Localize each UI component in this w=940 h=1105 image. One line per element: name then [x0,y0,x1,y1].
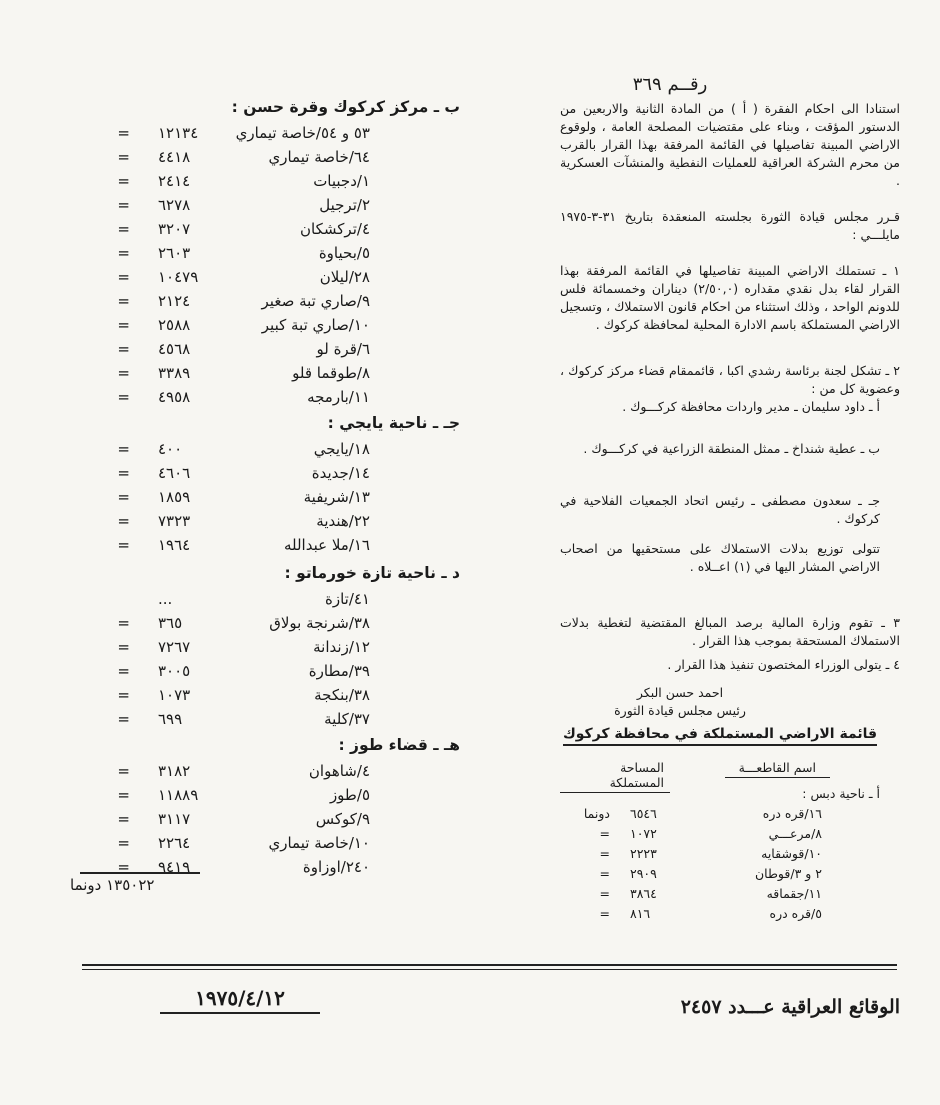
land-row-name: ٩/كوكس [315,810,370,828]
land-row-area: ٢٩٠٩ [630,866,657,881]
land-row-name: ٢٤٠/اوزاوة [302,858,370,876]
land-row [60,488,460,512]
land-row [60,172,460,196]
land-row-name: ٢/ترجيل [319,196,370,214]
land-row [560,886,880,906]
committee-member-b: ب ـ عطية شنداخ ـ ممثل المنطقة الزراعية في كركـــوك . [583,441,880,456]
land-row [60,340,460,364]
land-row-area: ١٠٧٢ [630,826,657,841]
decree-item-1: ١ ـ تستملك الاراضي المبينة تفاصيلها في القائمة المرفقة بهذا القرار لقاء بدل نقدي مقداره (٢/٥٠,٠) ديناران وخمسمائة فلس للدونم الواحد ، وذلك استثناء من احكام قانون الاستملاك ، وتسجيل الاراضي المستملكة باسم الادارة المحلية لمحافظة كركوك . [560,263,900,332]
section-a-header: أ ـ ناحية دبس : [802,786,880,801]
land-row-area: ١٨٥٩ [158,488,191,506]
land-row-name: ٥/قره دره [769,906,822,921]
land-row-unit: = [117,762,130,780]
land-row-area: ٣٢٠٧ [158,220,191,238]
land-row-name: ٣٧/كلية [324,710,370,728]
land-row-name: ١٢/زندانة [313,638,370,656]
land-row-unit: = [117,614,130,632]
section-c-rows [60,440,460,560]
land-row-area: ٣٣٨٩ [158,364,191,382]
land-row-area: ٢٢٢٣ [630,846,657,861]
land-row [560,826,880,846]
section-e-header-text: هـ ـ قضاء طوز : [338,736,460,754]
land-row-name: ٥/بحياوة [318,244,370,262]
land-row-area: ٦٢٧٨ [158,196,191,214]
land-row-name: ٤/شاهوان [308,762,370,780]
land-row-area: ١١٨٨٩ [158,786,199,804]
signature-block [560,684,800,720]
land-row-name: ١٣/شريفية [303,488,370,506]
land-row [560,906,880,926]
land-row-area: ٤٤١٨ [158,148,191,166]
section-e-header [60,736,460,762]
land-row-unit: = [117,810,130,828]
land-row-unit: = [117,786,130,804]
land-row-unit: = [117,488,130,506]
land-row-unit: = [599,826,610,841]
land-row-unit: = [117,512,130,530]
land-row-area: ٦٩٩ [158,710,183,728]
land-row-name: ٦/قرة لو [316,340,370,358]
land-row-name: ٨/طوقما قلو [292,364,370,382]
land-row [560,806,880,826]
land-row-area: ٨١٦ [630,906,651,921]
decree-item-3: ٣ ـ تقوم وزارة المالية برصد المبالغ المقتضية لتغطية بدلات الاستملاك المستحقة بموجب هذا القرار . [560,615,900,648]
land-row-unit: = [117,536,130,554]
land-row-area: ٤٦٠٦ [158,464,191,482]
land-row-name: ٤/تركشكان [300,220,370,238]
land-row-name: ٣٨/بنكجة [314,686,370,704]
land-row [60,662,460,686]
section-e-rows [60,762,460,882]
land-row [60,196,460,220]
section-d-header [60,564,460,590]
decree-item-4: ٤ ـ يتولى الوزراء المختصون تنفيذ هذا القرار . [667,657,900,672]
land-row [60,786,460,810]
land-row-name: ٤١/تازة [324,590,370,608]
footer-rule-thin [82,969,897,970]
signer-title: رئيس مجلس قيادة الثورة [614,703,746,718]
land-row-name: ١١/جقماقه [766,886,822,901]
land-row-name: ١٠/خاصة تيماري [268,834,370,852]
land-row [560,866,880,886]
land-row-name: ٣٩/مطارة [308,662,370,680]
section-e [60,736,460,882]
land-row-unit: = [117,220,130,238]
land-row [60,440,460,464]
land-row-area: ٤٥٦٨ [158,340,191,358]
land-row-unit: = [117,710,130,728]
land-row [60,388,460,412]
section-c-header [60,414,460,440]
land-row-area: ٣١١٧ [158,810,191,828]
land-row [60,316,460,340]
land-row [60,464,460,488]
land-row [60,512,460,536]
land-list-title [560,726,880,742]
land-row-name: ٥/طوز [329,786,370,804]
land-row-name: ٢٢/هندية [316,512,370,530]
land-row-unit: = [117,662,130,680]
land-row [60,810,460,834]
land-row-unit: = [117,148,130,166]
land-row [560,846,880,866]
land-row-unit: = [117,834,130,852]
council-decision-paragraph: قـرر مجلس قيادة الثورة بجلسته المنعقدة بتاريخ ٣١-٣-١٩٧٥ مايلـــي : [560,209,900,242]
land-row [60,590,460,614]
land-row-name: ١١/بارمجه [307,388,370,406]
land-row-unit: = [117,172,130,190]
land-row-area: ... [158,590,173,608]
land-row-name: ١٦/ملا عبدالله [283,536,370,554]
land-row-area: ٧٣٢٣ [158,512,191,530]
land-row-unit: = [117,364,130,382]
land-row-area: ٢٤١٤ [158,172,191,190]
land-list-header [560,760,880,790]
issue-date: ١٩٧٥/٤/١٢ [160,986,320,1014]
land-row-area: ١٠٧٣ [158,686,191,704]
land-row-unit: دونما [583,806,610,821]
land-row-name: ١/دجبيات [313,172,370,190]
land-row-name: ١٨/يايجي [313,440,370,458]
column-header-area: المساحة المستملكة [560,760,670,793]
land-row-unit: = [599,866,610,881]
land-row-name: ١٦/قره دره [762,806,822,821]
land-row-unit: = [117,464,130,482]
committee-distribution-paragraph: تتولى توزيع بدلات الاستملاك على مستحقيها من اصحاب الاراضي المشار اليها في (١) اعــلاه . [560,541,880,574]
land-row-name: ٩/صاري تبة صغير [261,292,370,310]
committee-member-c: جـ ـ سعدون مصطفى ـ رئيس اتحاد الجمعيات الفلاحية في كركوك . [560,493,880,526]
land-list-title-text: قائمة الاراضي المستملكة في محافظة كركوك [563,726,877,746]
section-d-rows [60,590,460,734]
land-row-area: ٣١٨٢ [158,762,191,780]
land-row-unit: = [117,686,130,704]
land-row-area: ٤٠٠ [158,440,183,458]
land-row-name: ٢٨/ليلان [319,268,370,286]
land-row [60,148,460,172]
land-row-name: ٨/مرعـــي [768,826,822,841]
land-row [60,364,460,388]
land-row [60,268,460,292]
land-row-unit: = [117,268,130,286]
land-row-unit: = [117,440,130,458]
column-header-name: اسم القاطعـــة [725,760,830,778]
section-c [60,414,460,560]
land-row-area: ٢٢٦٤ [158,834,191,852]
section-b-header-text: ب ـ مركز كركوك وقرة حسن : [231,98,460,116]
section-b-rows [60,124,460,412]
land-row [60,638,460,662]
land-row [60,834,460,858]
land-row [60,762,460,786]
section-d-header-text: د ـ ناحية تازة خورماتو : [284,564,460,582]
signer-name: احمد حسن البكر [636,685,724,700]
land-row-unit: = [599,886,610,901]
land-row [60,686,460,710]
land-row-area: ٣٠٠٥ [158,662,191,680]
total-area: ١٣٥٠٢٢ دونما [70,876,155,894]
section-b-header [60,98,460,124]
decree-number: رقــم ٣٦٩ [632,74,708,95]
land-row-area: ٦٥٤٦ [630,806,657,821]
land-row-unit: = [117,124,130,142]
land-row-unit: = [117,292,130,310]
land-row [60,614,460,638]
land-row-area: ٣٨٦٤ [630,886,657,901]
land-row-area: ٢١٢٤ [158,292,191,310]
land-row-name: ١٠/قوشقايه [761,846,822,861]
land-row-unit: = [599,906,610,921]
decree-item-2: ٢ ـ تشكل لجنة برئاسة رشدي اكبا ، قائممقام قضاء مركز كركوك ، وعضوية كل من : [560,363,900,396]
land-row-unit: = [117,196,130,214]
land-row [60,244,460,268]
land-row-area: ٩٤١٩ [158,858,191,876]
land-row-unit: = [117,244,130,262]
land-row-name: ٢ و ٣/قوطان [754,866,822,881]
section-a-rows [560,806,880,926]
land-row-unit: = [117,858,130,876]
land-row-area: ١٩٦٤ [158,536,191,554]
land-row-name: ١٠/صاري تبة كبير [261,316,370,334]
committee-member-a: أ ـ داود سليمان ـ مدير واردات محافظة كركـــوك . [622,399,880,414]
land-row-area: ٢٥٨٨ [158,316,191,334]
footer-rule-thick [82,964,897,966]
land-row [60,292,460,316]
land-row-name: ٦٤/خاصة تيماري [268,148,370,166]
land-row-name: ٥٣ و ٥٤/خاصة تيماري [235,124,370,142]
land-row [60,124,460,148]
land-row-unit: = [117,316,130,334]
land-row-area: ١٢١٣٤ [158,124,199,142]
land-row [60,536,460,560]
land-row-unit: = [117,340,130,358]
land-row-unit: = [117,388,130,406]
land-row-area: ١٠٤٧٩ [158,268,199,286]
land-row-unit: = [599,846,610,861]
land-row [60,710,460,734]
section-b [60,98,460,412]
gazette-issue: الوقائع العراقية عـــدد ٢٤٥٧ [680,996,900,1018]
land-row-area: ٤٩٥٨ [158,388,191,406]
section-d [60,564,460,734]
land-row-area: ٧٢٦٧ [158,638,191,656]
section-c-header-text: جـ ـ ناحية يايجي : [327,414,460,432]
land-row-name: ١٤/جديدة [311,464,370,482]
land-row [60,220,460,244]
decree-intro-paragraph: استنادا الى احكام الفقرة ( أ ) من المادة الثانية والاربعين من الدستور المؤقت ، وبناء على مقتضيات المصلحة العامة ، ولوقوع الاراضي المبينة تفاصيلها في القائمة المرفقة بهذا القرار بالقرب من محرم الشركة العراقية للعمليات النفطية والمنشآت العسكرية . [560,101,900,188]
land-row-unit: = [117,638,130,656]
land-row-area: ٢٦٠٣ [158,244,191,262]
land-row-area: ٣٦٥ [158,614,183,632]
total-divider [80,872,200,874]
land-row-name: ٣٨/شرنجة بولاق [269,614,370,632]
